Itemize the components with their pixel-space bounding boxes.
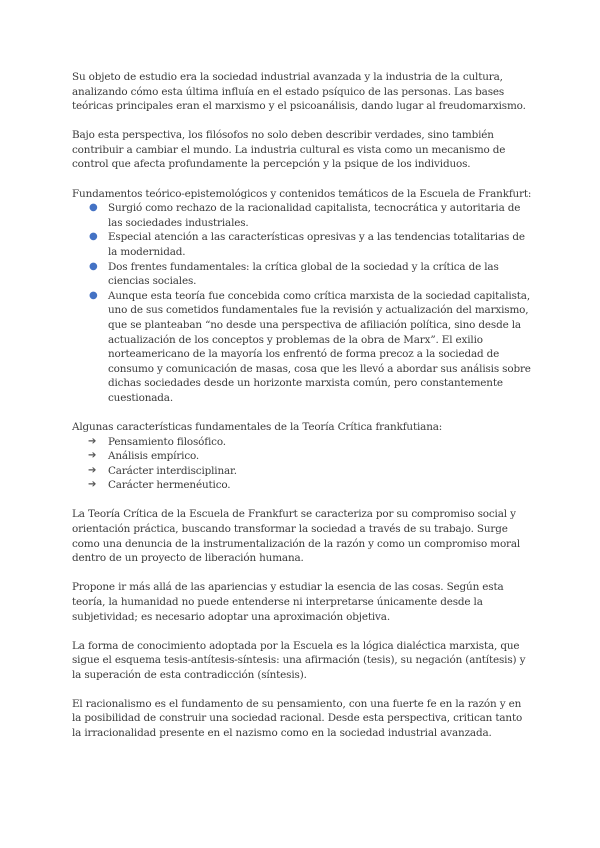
list-item-text: Especial atención a las características opresivas y a las tendencias totalitarias de la modernidad. bbox=[108, 231, 525, 258]
document-body bbox=[72, 70, 532, 755]
foundations-bullet-list bbox=[72, 201, 532, 405]
arrow-right-icon: ➔ bbox=[88, 464, 97, 476]
list-item bbox=[88, 435, 532, 450]
arrow-right-icon: ➔ bbox=[88, 435, 97, 447]
list-item-text: Análisis empírico. bbox=[108, 450, 200, 463]
list-item-text: Carácter hermenéutico. bbox=[108, 479, 231, 492]
list-item-text: Carácter interdisciplinar. bbox=[108, 464, 237, 477]
arrow-right-icon: ➔ bbox=[88, 450, 97, 462]
list-item bbox=[88, 478, 532, 493]
characteristics-arrow-list bbox=[72, 435, 532, 493]
paragraph-object-of-study: Su objeto de estudio era la sociedad industrial avanzada y la industria de la cultura, analizando cómo esta última influía en el estado psíquico de las personas. Las bases teóricas principales eran el marxismo y el psicoanálisis, dando lugar al freudomarxismo. bbox=[72, 71, 526, 113]
paragraph-perspective: Bajo esta perspectiva, los filósofos no solo deben describir verdades, sino también contribuir a cambiar el mundo. La industria cultural es vista como un mecanismo de control que afecta profundamente la percepción y la psique de los individuos. bbox=[72, 129, 506, 171]
list-item bbox=[88, 464, 532, 479]
list-item bbox=[89, 201, 532, 230]
list-item-text: Dos frentes fundamentales: la crítica global de la sociedad y la crítica de las ciencias sociales. bbox=[108, 260, 499, 288]
list-item bbox=[89, 230, 532, 259]
section-heading-characteristics: Algunas características fundamentales de la Teoría Crítica frankfutiana: bbox=[72, 420, 443, 433]
paragraph-critical-theory: La Teoría Crítica de la Escuela de Frankfurt se caracteriza por su compromiso social y orientación práctica, buscando transformar la sociedad a través de su trabajo. Surge como una denuncia de la instrumentalización de la razón y como un compromiso moral dentro de un proyecto de liberación humana. bbox=[72, 508, 521, 565]
list-item-text: Pensamiento filosófico. bbox=[108, 435, 226, 448]
paragraph-dialectic-logic: La forma de conocimiento adoptada por la Escuela es la lógica dialéctica marxista, que sigue el esquema tesis-antítesis-síntesis: una afirmación (tesis), su negación (antítesis) y la superación de esta contradicción (síntesis). bbox=[72, 639, 526, 681]
list-item bbox=[89, 260, 532, 289]
list-item-text: Surgió como rechazo de la racionalidad capitalista, tecnocrática y autoritaria de las sociedades industriales. bbox=[108, 202, 521, 229]
paragraph-beyond-appearances: Propone ir más allá de las apariencias y estudiar la esencia de las cosas. Según esta teoría, la humanidad no puede entenderse ni interpretarse únicamente desde la subjetividad; es necesario adoptar una aproximación objetiva. bbox=[72, 581, 504, 623]
list-item bbox=[88, 449, 532, 464]
bullet-icon: ● bbox=[89, 289, 98, 301]
list-item bbox=[89, 289, 532, 406]
paragraph-rationalism: El racionalismo es el fundamento de su pensamiento, con una fuerte fe en la razón y en la posibilidad de construir una sociedad racional. Desde esta perspectiva, critican tanto la irracionalidad presente en el nazismo como en la sociedad industrial avanzada. bbox=[72, 697, 523, 740]
bullet-icon: ● bbox=[89, 231, 98, 243]
list-item-text: Aunque esta teoría fue concebida como crítica marxista de la sociedad capitalista, uno de sus cometidos fundamentales fue la revisión y actualización del marxismo, que se planteaban “no desde una perspectiva de afiliación política, sino desde la actualización de los conceptos y problemas de la obra de Marx”. El exilio norteamericano de la mayoría los enfrentó de forma precoz a la sociedad de consumo y comunicación de masas, cosa que les llevó a abordar sus análisis sobre dichas sociedades desde un horizonte marxista común, pero constantemente cuestionada. bbox=[108, 289, 531, 404]
arrow-right-icon: ➔ bbox=[88, 479, 97, 491]
bullet-icon: ● bbox=[89, 202, 98, 214]
bullet-icon: ● bbox=[89, 260, 98, 272]
section-heading-foundations: Fundamentos teórico-epistemológicos y contenidos temáticos de la Escuela de Frankfurt: bbox=[72, 187, 532, 200]
